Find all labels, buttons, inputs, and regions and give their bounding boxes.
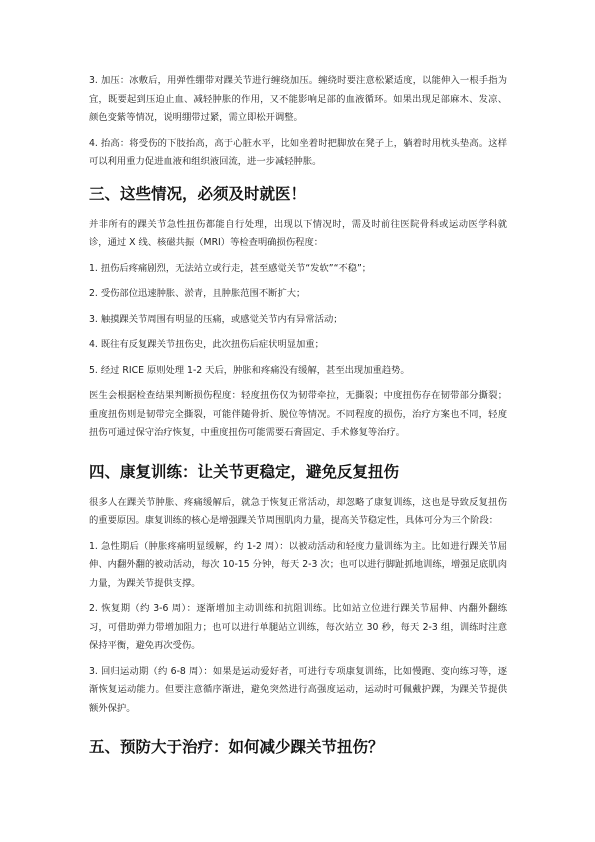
list-item: 1. 急性期后（肿胀疼痛明显缓解，约 1-2 周）：以被动活动和轻度力量训练为主。比如进行踝关节屈伸、内翻外翻的被动活动，每次 10-15 分钟，每天 2-3 次；也可以进行脚趾抓地训练，增强足底肌肉力量，为踝关节提供支撑。 [89, 540, 507, 589]
paragraph-section4-intro: 很多人在踝关节肿胀、疼痛缓解后，就急于恢复正常活动，却忽略了康复训练，这也是导致反复扭伤的重要原因。康复训练的核心是增强踝关节周围肌肉力量，提高关节稳定性，具体可分为三个阶段： [89, 496, 507, 526]
paragraph-elevation: 4. 抬高：将受伤的下肢抬高，高于心脏水平，比如坐着时把脚放在凳子上，躺着时用枕头垫高。这样可以利用重力促进血液和组织液回流，进一步减轻肿胀。 [89, 137, 507, 167]
document-body [89, 72, 507, 769]
list-item: 4. 既往有反复踝关节扭伤史，此次扭伤后症状明显加重； [89, 339, 324, 350]
list-item: 2. 受伤部位迅速肿胀、淤青，且肿胀范围不断扩大； [89, 288, 306, 299]
list-item: 1. 扭伤后疼痛剧烈，无法站立或行走，甚至感觉关节“发软”“不稳”； [89, 262, 372, 274]
list-item: 3. 回归运动期（约 6-8 周）：如果是运动爱好者，可进行专项康复训练，比如慢跑、变向练习等，逐渐恢复运动能力。但要注意循序渐进，避免突然进行高强度运动，运动时可佩戴护踝，为踝关节提供额外保护。 [89, 665, 507, 714]
section-heading-prevention: 五、预防大于治疗：如何减少踝关节扭伤？ [89, 738, 384, 756]
paragraph-section3-intro: 并非所有的踝关节急性扭伤都能自行处理，出现以下情况时，需及时前往医院骨科或运动医学科就诊，通过 X 线、核磁共振（MRI）等检查明确损伤程度： [89, 218, 507, 248]
section-heading-rehab-training: 四、康复训练：让关节更稳定，避免反复扭伤 [89, 462, 400, 481]
section-heading-seek-medical-care: 三、这些情况，必须及时就医！ [89, 184, 307, 203]
list-item: 5. 经过 RICE 原则处理 1-2 天后，肿胀和疼痛没有缓解，甚至出现加重趋势。 [89, 364, 410, 376]
list-item: 2. 恢复期（约 3-6 周）：逐渐增加主动训练和抗阻训练。比如站立位进行踝关节屈伸、内翻外翻练习，可借助弹力带增加阻力；也可以进行单腿站立训练，每次站立 30 秒，每天 2-3 组，训练时注意保持平衡，避免再次受伤。 [89, 603, 507, 651]
list-item: 3. 触摸踝关节周围有明显的压痛，或感觉关节内有异常活动； [89, 313, 343, 325]
paragraph-section3-closing: 医生会根据检查结果判断损伤程度：轻度扭伤仅为韧带牵拉，无撕裂；中度扭伤存在韧带部分撕裂；重度扭伤则是韧带完全撕裂，可能伴随骨折、脱位等情况。不同程度的损伤，治疗方案也不同，轻度扭伤可通过保守治疗恢复，中重度扭伤可能需要石膏固定、手术修复等治疗。 [89, 390, 507, 438]
paragraph-compression: 3. 加压：冰敷后，用弹性绷带对踝关节进行缠绕加压。缠绕时要注意松紧适度，以能伸入一根手指为宜，既要起到压迫止血、减轻肿胀的作用，又不能影响足部的血液循环。如果出现足部麻木、发凉、颜色变紫等情况，说明绷带过紧，需立即松开调整。 [89, 75, 507, 123]
